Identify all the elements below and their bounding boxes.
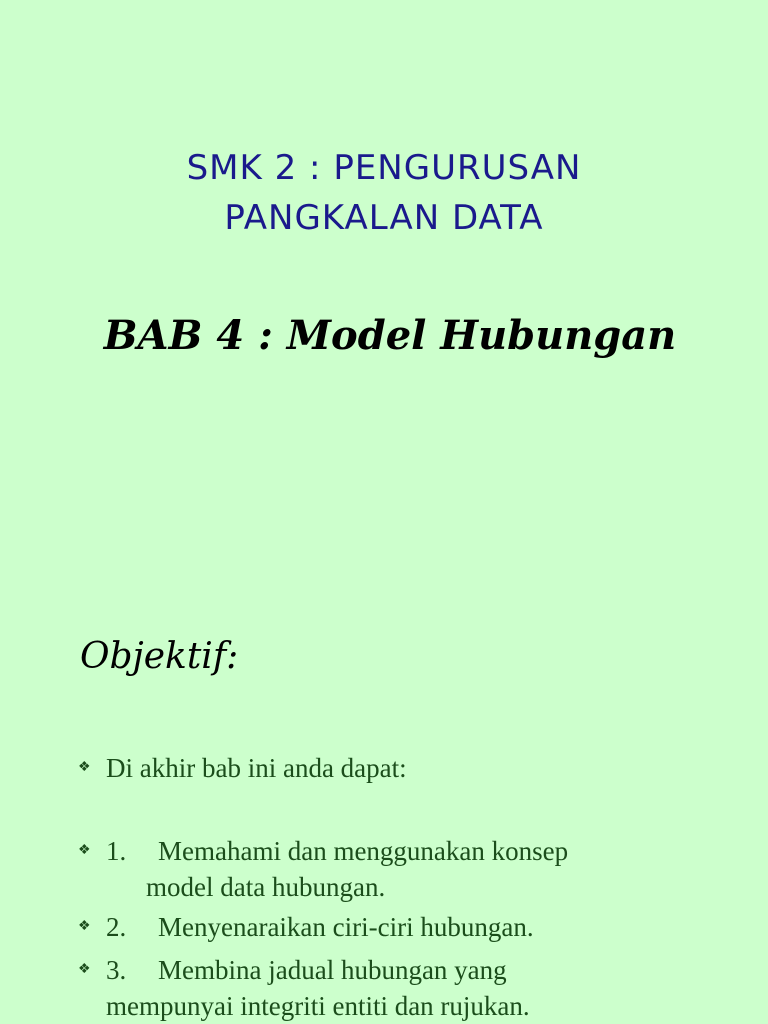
bullet-icon: ❖ — [78, 919, 91, 934]
title-line-1: SMK 2 : PENGURUSAN — [186, 148, 582, 188]
item-continuation: model data hubungan. — [146, 872, 386, 902]
title-line-2: PANGKALAN DATA — [224, 198, 544, 238]
slide-title — [0, 143, 768, 243]
item-text: Memahami dan menggunakan konsep — [158, 836, 569, 866]
item-number: 2. — [106, 912, 127, 942]
chapter-heading: BAB 4 : Model Hubungan — [103, 312, 677, 359]
objectives-heading: Objektif: — [80, 636, 239, 677]
list-item-line — [106, 909, 756, 945]
bullet-icon: ❖ — [78, 760, 91, 775]
bullet-icon: ❖ — [78, 962, 91, 977]
list-item-line — [106, 952, 756, 988]
item-number: 3. — [106, 955, 127, 985]
bullet-icon: ❖ — [78, 843, 91, 858]
item-text: Membina jadual hubungan yang — [158, 955, 507, 985]
item-continuation: mempunyai integriti entiti dan rujukan. — [106, 991, 530, 1021]
item-text: Menyenaraikan ciri-ciri hubungan. — [158, 912, 534, 942]
list-item-line — [106, 833, 756, 869]
item-number: 1. — [106, 836, 127, 866]
list-item-text: Di akhir bab ini anda dapat: — [106, 753, 407, 783]
